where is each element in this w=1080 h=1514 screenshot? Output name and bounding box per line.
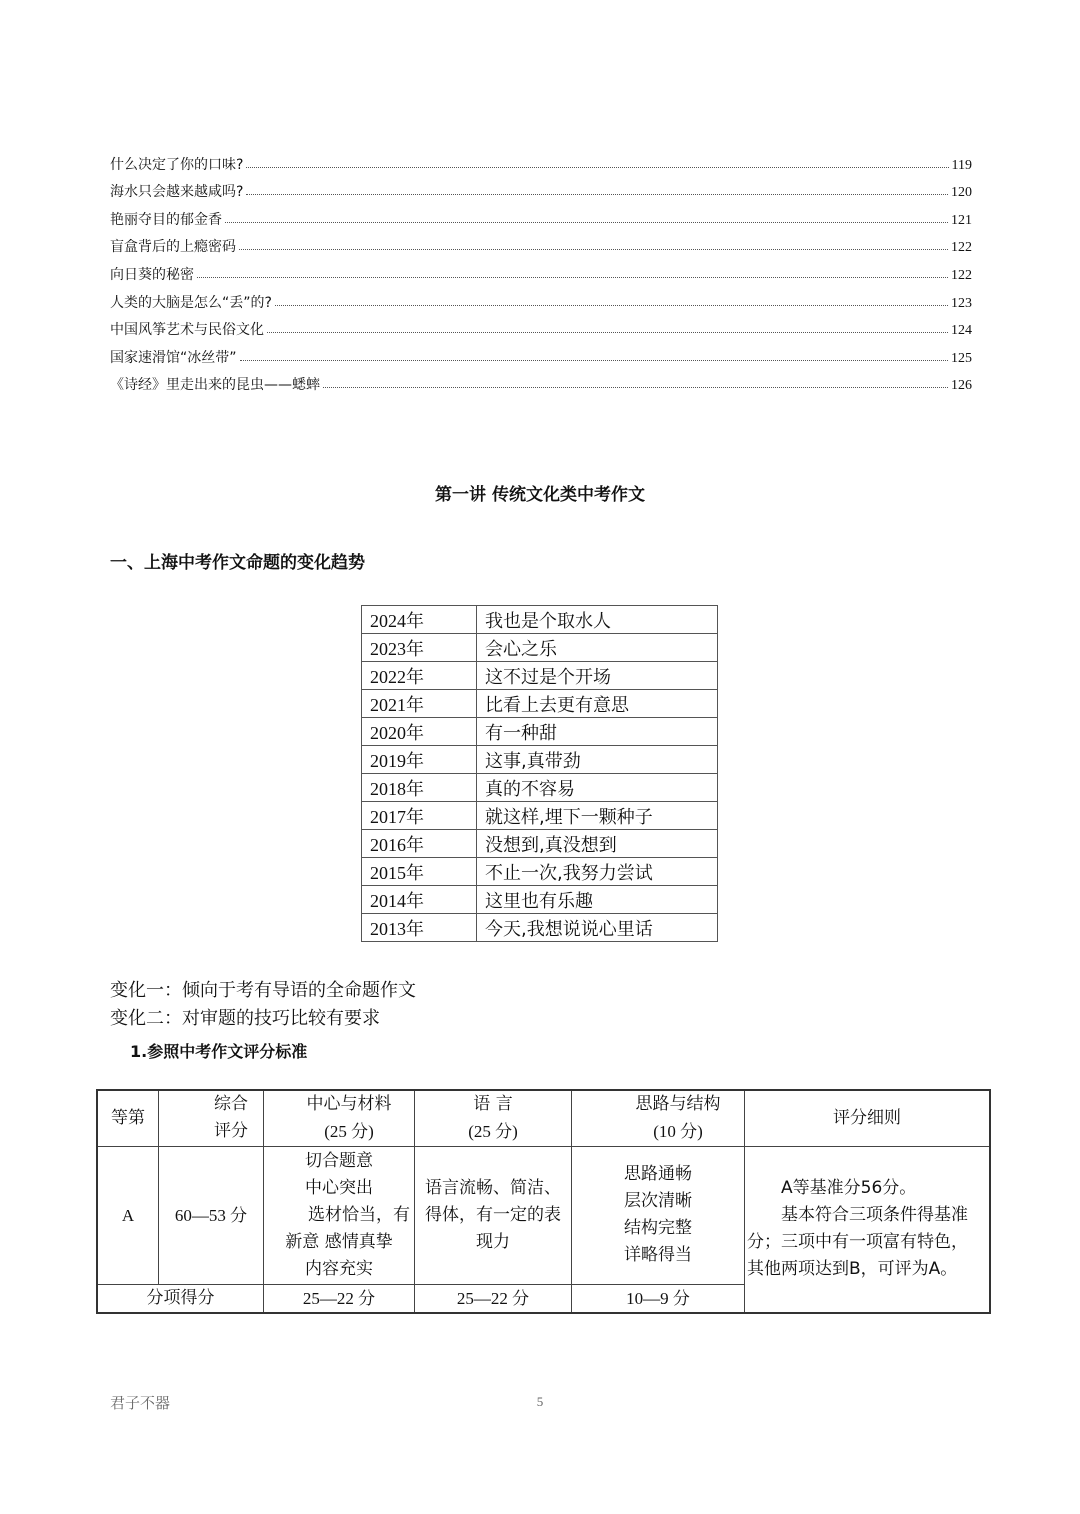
year-cell: 2017年 (362, 802, 477, 830)
year-cell: 2020年 (362, 718, 477, 746)
subtotal-content: 25—22 分 (264, 1284, 415, 1313)
year-cell: 2022年 (362, 662, 477, 690)
table-row (362, 858, 718, 886)
toc-entry[interactable] (110, 312, 972, 340)
topic-cell: 就这样,埋下一颗种子 (477, 802, 718, 830)
toc-leader (275, 304, 948, 306)
language-cell: 语言流畅、简洁、 得体，有一定的表 现力 (415, 1146, 572, 1284)
toc-title: 海水只会越来越咸吗? (110, 184, 244, 201)
header-rules: 评分细则 (745, 1090, 991, 1146)
change-one: 变化一：倾向于考有导语的全命题作文 (110, 980, 416, 1001)
lecture-title: 第一讲 传统文化类中考作文 (435, 485, 645, 505)
toc-leader (225, 221, 948, 223)
toc-leader (267, 331, 948, 333)
toc-entry[interactable] (110, 146, 972, 174)
topic-cell: 这里也有乐趣 (477, 886, 718, 914)
table-of-contents (110, 146, 972, 394)
table-row (362, 690, 718, 718)
header-overall: 综合 评分 (159, 1090, 264, 1146)
overall-cell: 60—53 分 (159, 1146, 264, 1284)
table-header-row (97, 1090, 990, 1146)
section-heading: 一、上海中考作文命题的变化趋势 (110, 553, 365, 573)
toc-page: 123 (951, 295, 972, 311)
toc-page: 119 (951, 157, 972, 173)
topic-cell: 真的不容易 (477, 774, 718, 802)
topic-cell: 会心之乐 (477, 634, 718, 662)
structure-cell: 思路通畅 层次清晰 结构完整 详略得当 (572, 1146, 745, 1284)
toc-page: 124 (951, 323, 972, 339)
toc-leader (246, 166, 948, 168)
rules-cell: A等基准分56分。 基本符合三项条件得基准 分；三项中有一项富有特色， 其他两项达到B，可评为A。 (745, 1146, 991, 1313)
toc-entry[interactable] (110, 229, 972, 257)
toc-leader (323, 386, 948, 388)
subtotal-structure: 10—9 分 (572, 1284, 745, 1313)
toc-entry[interactable] (110, 339, 972, 367)
topic-cell: 有一种甜 (477, 718, 718, 746)
header-grade: 等第 (97, 1090, 159, 1146)
year-cell: 2018年 (362, 774, 477, 802)
toc-title: 国家速滑馆“冰丝带” (110, 349, 237, 366)
toc-entry[interactable] (110, 201, 972, 229)
toc-page: 121 (951, 212, 972, 228)
table-row (362, 718, 718, 746)
toc-title: 中国风筝艺术与民俗文化 (110, 322, 264, 339)
table-row (362, 830, 718, 858)
table-row (97, 1146, 990, 1284)
year-cell: 2021年 (362, 690, 477, 718)
toc-title: 艳丽夺目的郁金香 (110, 211, 222, 228)
toc-page: 126 (951, 378, 972, 394)
table-row (362, 914, 718, 942)
topic-cell: 没想到,真没想到 (477, 830, 718, 858)
topic-cell: 比看上去更有意思 (477, 690, 718, 718)
table-row (362, 662, 718, 690)
toc-title: 盲盒背后的上瘾密码 (110, 239, 236, 256)
year-cell: 2014年 (362, 886, 477, 914)
toc-leader (246, 193, 948, 195)
toc-page: 122 (951, 267, 972, 283)
toc-leader (197, 276, 948, 278)
table-row (362, 886, 718, 914)
toc-title: 《诗经》里走出来的昆虫——蟋蟀 (110, 377, 320, 394)
subtotal-label: 分项得分 (97, 1284, 264, 1313)
subtotal-language: 25—22 分 (415, 1284, 572, 1313)
year-cell: 2015年 (362, 858, 477, 886)
toc-leader (240, 359, 948, 361)
topic-cell: 这不过是个开场 (477, 662, 718, 690)
year-cell: 2016年 (362, 830, 477, 858)
toc-entry[interactable] (110, 284, 972, 312)
toc-entry[interactable] (110, 174, 972, 202)
topic-cell: 今天,我想说说心里话 (477, 914, 718, 942)
grade-cell: A (97, 1146, 159, 1284)
topic-cell: 我也是个取水人 (477, 606, 718, 634)
toc-entry[interactable] (110, 256, 972, 284)
year-cell: 2013年 (362, 914, 477, 942)
table-row (362, 774, 718, 802)
scoring-table (96, 1089, 991, 1314)
toc-entry[interactable] (110, 367, 972, 395)
year-cell: 2024年 (362, 606, 477, 634)
table-row (362, 606, 718, 634)
year-cell: 2019年 (362, 746, 477, 774)
year-cell: 2023年 (362, 634, 477, 662)
header-content: 中心与材料 (25 分) (264, 1090, 415, 1146)
change-two: 变化二：对审题的技巧比较有要求 (110, 1008, 380, 1029)
subheading: 1.参照中考作文评分标准 (130, 1042, 308, 1061)
toc-leader (239, 248, 948, 250)
topic-cell: 不止一次,我努力尝试 (477, 858, 718, 886)
header-structure: 思路与结构 (10 分) (572, 1090, 745, 1146)
topic-cell: 这事,真带劲 (477, 746, 718, 774)
footer-brand: 君子不器 (110, 1394, 171, 1412)
toc-title: 向日葵的秘密 (110, 266, 194, 283)
exam-topics-table (361, 605, 718, 942)
toc-title: 人类的大脑是怎么“丢”的? (110, 294, 272, 311)
content-cell: 切合题意 中心突出 选材恰当，有 新意 感情真挚 内容充实 (264, 1146, 415, 1284)
header-language: 语 言 (25 分) (415, 1090, 572, 1146)
toc-page: 125 (951, 350, 972, 366)
toc-page: 122 (951, 240, 972, 256)
table-row (362, 802, 718, 830)
table-row (362, 634, 718, 662)
table-row (362, 746, 718, 774)
toc-title: 什么决定了你的口味? (110, 156, 244, 173)
page-number: 5 (536, 1394, 544, 1409)
toc-page: 120 (951, 185, 972, 201)
